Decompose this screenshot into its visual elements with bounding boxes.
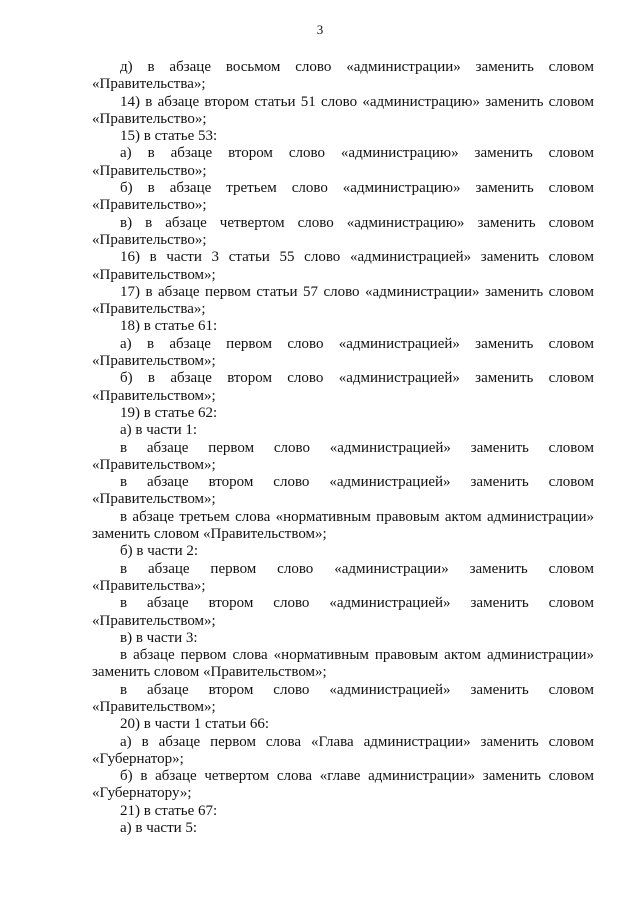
paragraph: в) в абзаце четвертом слово «администрацию» заменить словом «Правительство»;: [92, 214, 594, 248]
paragraph: в) в части 3:: [120, 629, 198, 646]
paragraph: б) в абзаце четвертом слова «главе администрации» заменить словом «Губернатору»;: [92, 768, 594, 802]
paragraph: в абзаце втором слово «администрацией» заменить словом «Правительством»;: [92, 681, 594, 715]
paragraph: б) в абзаце третьем слово «администрацию» заменить словом «Правительство»;: [92, 180, 594, 214]
paragraph: б) в абзаце втором слово «администрацией» заменить словом «Правительством»;: [92, 370, 594, 404]
paragraph: в абзаце первом слово «администрацией» заменить словом «Правительством»;: [92, 439, 594, 473]
paragraph: а) в абзаце втором слово «администрацию» заменить словом «Правительство»;: [92, 145, 594, 179]
paragraph: в абзаце первом слова «нормативным правовым актом администрации» заменить словом «Правительством»;: [92, 647, 594, 681]
page-number: 3: [316, 22, 324, 37]
paragraph: 16) в части 3 статьи 55 слово «администрацией» заменить словом «Правительством»;: [92, 249, 594, 283]
paragraph: 14) в абзаце втором статьи 51 слово «администрацию» заменить словом «Правительство»;: [92, 93, 594, 127]
paragraph: а) в абзаце первом слова «Глава администрации» заменить словом «Губернатор»;: [92, 733, 594, 767]
paragraph: 15) в статье 53:: [120, 128, 218, 145]
paragraph: а) в части 5:: [120, 820, 198, 837]
paragraph: 21) в статье 67:: [120, 802, 218, 819]
paragraph: в абзаце втором слово «администрацией» заменить словом «Правительством»;: [92, 595, 594, 629]
document-body: [92, 59, 594, 837]
paragraph: а) в части 1:: [120, 422, 198, 439]
paragraph: 18) в статье 61:: [120, 318, 218, 335]
paragraph: в абзаце третьем слова «нормативным правовым актом администрации» заменить словом «Правительством»;: [92, 508, 594, 543]
paragraph: а) в абзаце первом слово «администрацией» заменить словом «Правительством»;: [92, 335, 594, 370]
paragraph: 17) в абзаце первом статьи 57 слово «администрации» заменить словом «Правительства»;: [92, 283, 594, 318]
paragraph: б) в части 2:: [120, 543, 199, 560]
paragraph: 19) в статье 62:: [120, 404, 218, 421]
paragraph: в абзаце первом слово «администрации» заменить словом «Правительства»;: [92, 560, 594, 594]
paragraph: 20) в части 1 статьи 66:: [120, 716, 270, 733]
paragraph: в абзаце втором слово «администрацией» заменить словом «Правительством»;: [92, 474, 594, 508]
paragraph: д) в абзаце восьмом слово «администрации» заменить словом «Правительства»;: [92, 59, 594, 93]
